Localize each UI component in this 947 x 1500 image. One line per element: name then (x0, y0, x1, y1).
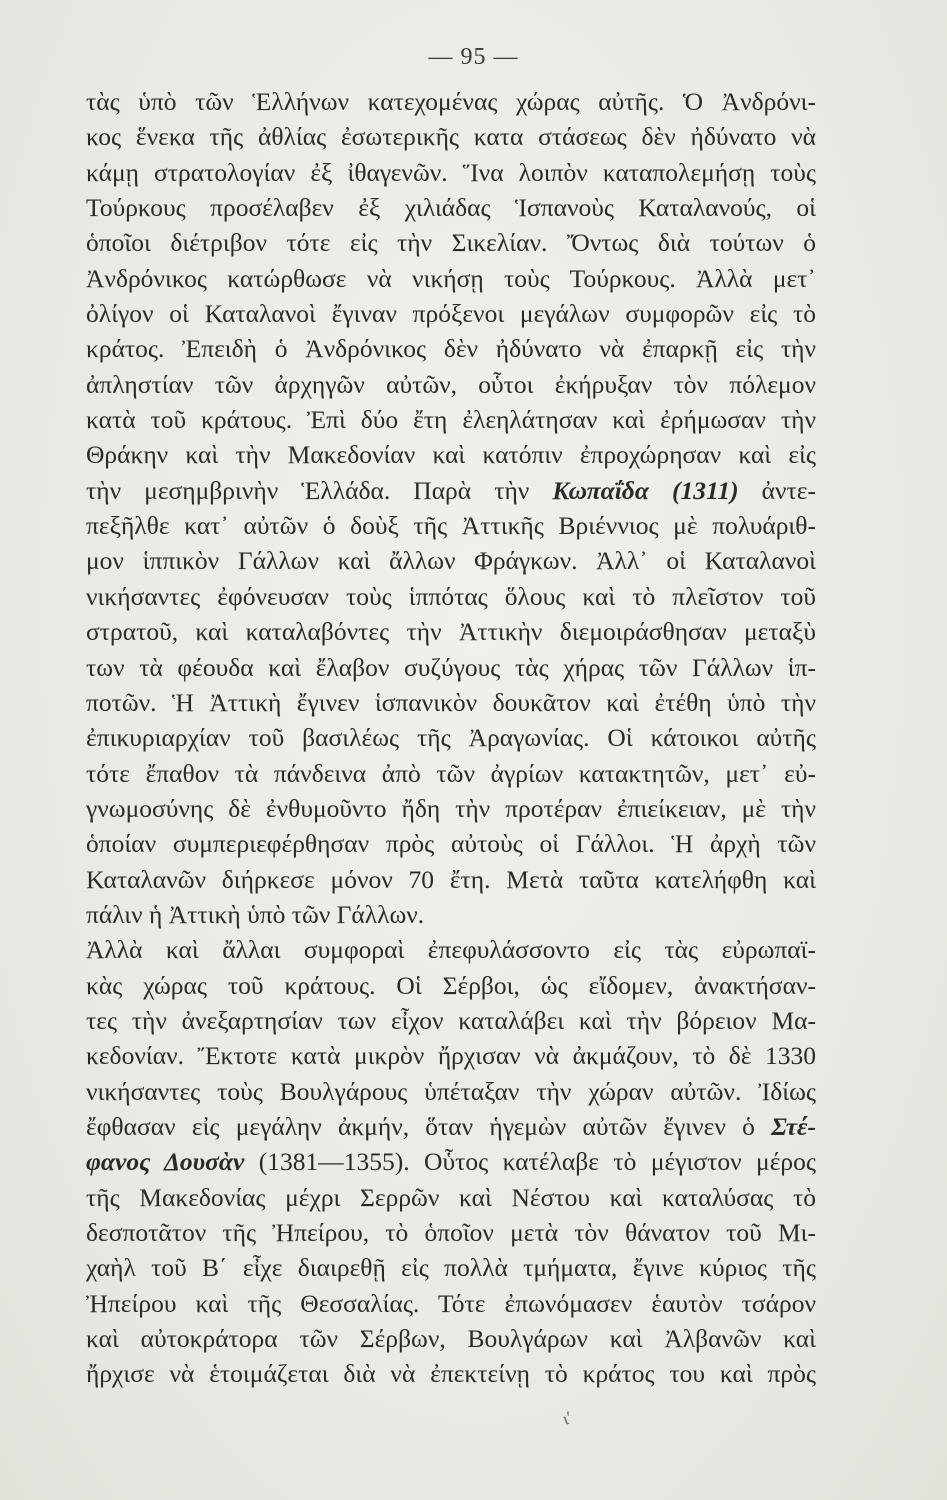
text-line: κὰς χώρας τοῦ κράτους. Οἱ Σέρβοι, ὡς εἴδομεν, ἀνακτήσαν- (86, 970, 816, 1000)
text-line (86, 1109, 816, 1144)
text-line: τότε ἔπαθον τὰ πάνδεινα ἀπὸ τῶν ἀγρίων κατακτητῶν, μετ᾽ εὐ- (86, 758, 816, 788)
text-line: γνωμοσύνης δὲ ἐνθυμοῦντο ἤδη τὴν προτέραν ἐπιείκειαν, μὲ τὴν (86, 793, 816, 823)
text-line: νικήσαντες τοὺς Βουλγάρους ὑπέταξαν τὴν χώραν αὐτῶν. Ἰδίως (86, 1076, 816, 1106)
text-line: ὁποῖοι διέτριβον τότε εἰς τὴν Σικελίαν. Ὄντως διὰ τούτων ὁ (86, 228, 816, 258)
text-run: ἔφθασαν εἰς μεγάλην ἀκμήν, ὅταν ἡγεμὼν αὐτῶν ἔγινεν ὁ (86, 1111, 772, 1141)
text-line: τῆς Μακεδονίας μέχρι Σερρῶν καὶ Νέστου καὶ καταλύσας τὸ (86, 1182, 816, 1212)
emphasized-term: Στέ- (771, 1111, 816, 1141)
text-line: ποτῶν. Ἡ Ἀττικὴ ἔγινεν ἱσπανικὸν δουκᾶτον καὶ ἐτέθη ὑπὸ τὴν (86, 687, 816, 717)
text-line: κος ἕνεκα τῆς ἀθλίας ἐσωτερικῆς κατα στάσεως δὲν ἠδύνατο νὰ (86, 122, 816, 152)
text-line (86, 473, 816, 508)
text-line: τὰς ὑπὸ τῶν Ἑλλήνων κατεχομένας χώρας αὐτῆς. Ὁ Ἀνδρόνι- (86, 87, 816, 116)
emphasized-term: φανος Δουσὰν (86, 1147, 245, 1177)
text-line: των τὰ φέουδα καὶ ἔλαβον συζύγους τὰς χήρας τῶν Γάλλων ἱπ- (86, 652, 816, 682)
text-line: ὁποίαν συμπεριεφέρθησαν πρὸς αὐτοὺς οἱ Γάλλοι. Ἡ ἀρχὴ τῶν (86, 829, 816, 859)
text-line: κράτος. Ἐπειδὴ ὁ Ἀνδρόνικος δὲν ἠδύνατο νὰ ἐπαρκῇ εἰς τὴν (86, 334, 816, 364)
text-line: Τούρκους προσέλαβεν ἐξ χιλιάδας Ἱσπανοὺς Καταλανούς, οἱ (86, 193, 816, 223)
text-line: στρατοῦ, καὶ καταλαβόντες τὴν Ἀττικὴν διεμοιράσθησαν μεταξὺ (86, 617, 816, 647)
text-line: ἤρχισε νὰ ἑτοιμάζεται διὰ νὰ ἐπεκτείνῃ τὸ κράτος του καὶ πρὸς (86, 1359, 816, 1389)
text-line: Ἀνδρόνικος κατώρθωσε νὰ νικήσῃ τοὺς Τούρκους. Ἀλλὰ μετ᾽ (86, 263, 816, 293)
text-line (86, 1144, 816, 1179)
body-text (86, 84, 816, 1392)
text-line: δεσποτᾶτον τῆς Ἠπείρου, τὸ ὁποῖον μετὰ τὸν θάνατον τοῦ Μι- (86, 1218, 816, 1247)
text-line: νικήσαντες ἐφόνευσαν τοὺς ἱππότας ὅλους καὶ τὸ πλεῖστον τοῦ (86, 581, 816, 611)
text-line: χαὴλ τοῦ Β΄ εἶχε διαιρεθῇ εἰς πολλὰ τμήματα, ἔγινε κύριος τῆς (86, 1253, 816, 1283)
text-line: Ἀλλὰ καὶ ἄλλαι συμφοραὶ ἐπεφυλάσσοντο εἰς τὰς εὐρωπαϊ- (86, 935, 816, 965)
page-number: — 95 — (428, 44, 519, 70)
text-line: ὀλίγον οἱ Καταλανοὶ ἔγιναν πρόξενοι μεγάλων συμφορῶν εἰς τὸ (86, 299, 816, 329)
text-line: τες τὴν ἀνεξαρτησίαν των εἶχον καταλάβει καὶ τὴν βόρειον Μα- (86, 1005, 816, 1035)
text-line: κεδονίαν. Ἔκτοτε κατὰ μικρὸν ἤρχισαν νὰ ἀκμάζουν, τὸ δὲ 1330 (86, 1041, 816, 1071)
text-line: Καταλανῶν διήρκεσε μόνον 70 ἔτη. Μετὰ ταῦτα κατελήφθη καὶ (86, 864, 816, 894)
text-line: καὶ αὐτοκράτορα τῶν Σέρβων, Βουλγάρων καὶ Ἀλβανῶν καὶ (86, 1324, 816, 1354)
text-run: ἀντε- (738, 475, 816, 505)
text-line: πεξῆλθε κατ᾽ αὐτῶν ὁ δοὺξ τῆς Ἀττικῆς Βριέννιος μὲ πολυάριθ- (86, 511, 816, 541)
margin-mark: ι′ (559, 1407, 575, 1429)
text-run: (1381—1355). Οὗτος κατέλαβε τὸ μέγιστον μέρος (244, 1147, 816, 1177)
text-line: πάλιν ἡ Ἀττικὴ ὑπὸ τῶν Γάλλων. (86, 899, 425, 929)
text-line: Ἠπείρου καὶ τῆς Θεσσαλίας. Τότε ἐπωνόμασεν ἑαυτὸν τσάρον (86, 1288, 816, 1318)
text-line: ἐπικυριαρχίαν τοῦ βασιλέως τῆς Ἀραγωνίας. Οἱ κάτοικοι αὐτῆς (86, 723, 816, 753)
text-line: κατὰ τοῦ κράτους. Ἐπὶ δύο ἔτη ἐλεηλάτησαν καὶ ἐρήμωσαν τὴν (86, 405, 816, 435)
text-line: κάμῃ στρατολογίαν ἐξ ἰθαγενῶν. Ἵνα λοιπὸν καταπολεμήσῃ τοὺς (86, 157, 816, 187)
text-run: τὴν μεσημβρινὴν Ἑλλάδα. Παρὰ τὴν (86, 475, 553, 505)
emphasized-term: Κωπαΐδα (1311) (552, 475, 739, 505)
text-line: ἀπληστίαν τῶν ἀρχηγῶν αὐτῶν, οὗτοι ἐκήρυξαν τὸν πόλεμον (86, 369, 816, 399)
text-line: μον ἱππικὸν Γάλλων καὶ ἄλλων Φράγκων. Ἀλλ᾽ οἱ Καταλανοὶ (86, 546, 816, 576)
text-line: Θράκην καὶ τὴν Μακεδονίαν καὶ κατόπιν ἐπροχώρησαν καὶ εἰς (86, 440, 816, 470)
